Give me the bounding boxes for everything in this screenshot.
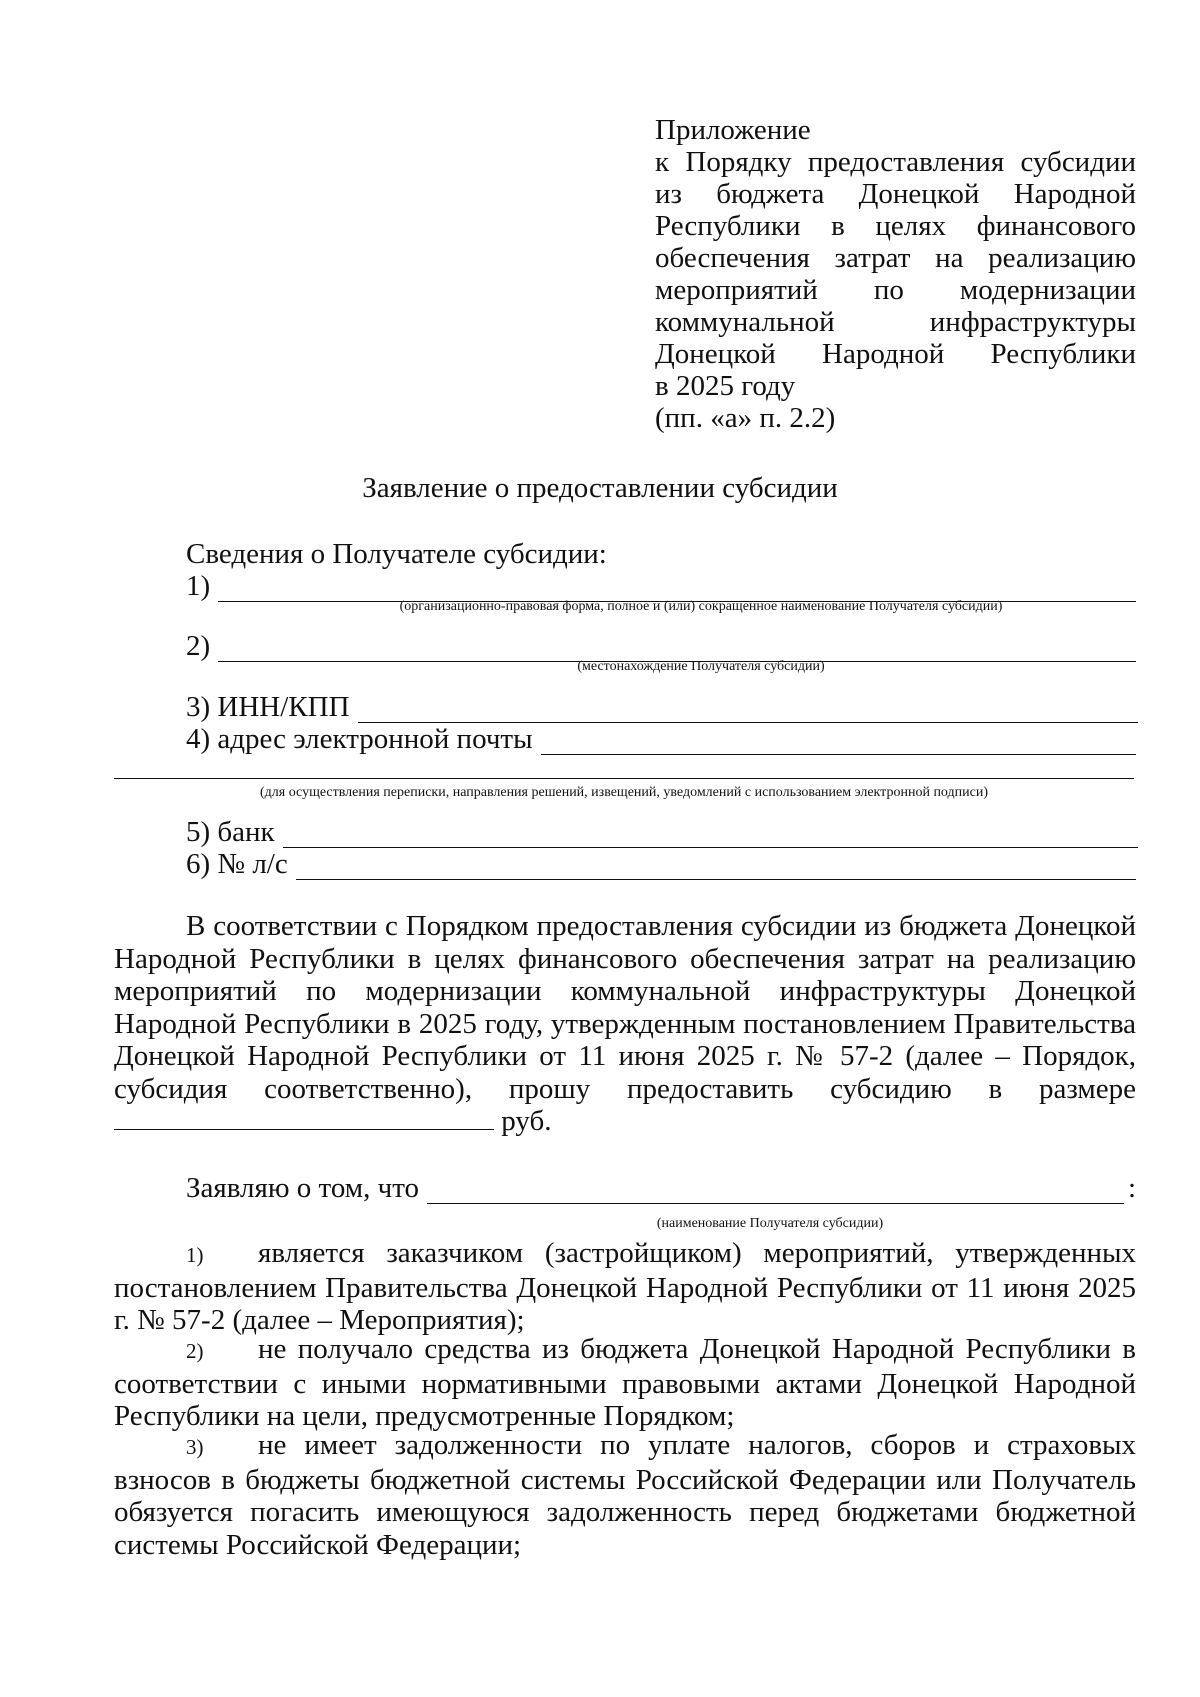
field-label: 6) № л/с <box>186 848 288 880</box>
declaration-colon: : <box>1127 1172 1136 1204</box>
account-field[interactable] <box>186 848 1136 880</box>
appendix-line: из бюджета Донецкой Народной <box>655 178 1136 210</box>
request-text: В соответствии с Порядком предоставления субсидии из бюджета Донецкой Народной Республики в целях финансового обеспечения затрат на реализацию мероприятий по модернизации коммунальной инфраструктуры Донецкой Народной Республики в 2025 году, утвержденным постановлением Правительства Донецкой Народной Республики от 11 июня 2025 г. № 57-2 (далее – Порядок, субсидия соответственно), прошу предоставить субсидию в размере <box>114 910 1136 1105</box>
declaration-lead: Заявляю о том, что <box>186 1172 419 1204</box>
item-number: 3) <box>186 1435 204 1459</box>
blank-line[interactable] <box>541 728 1136 755</box>
appendix-line: к Порядку предоставления субсидии <box>655 146 1136 178</box>
email-field[interactable] <box>186 723 1136 755</box>
appendix-line: мероприятий по модернизации <box>655 274 1136 306</box>
appendix-line: в 2025 году <box>655 370 796 402</box>
declaration-item <box>114 1429 1136 1561</box>
appendix-line: Республики в целях финансового <box>655 210 1136 242</box>
field-label: 3) ИНН/КПП <box>186 691 350 723</box>
inn-kpp-field[interactable] <box>186 691 1138 723</box>
appendix-line: (пп. «а» п. 2.2) <box>655 402 836 434</box>
item-text: не получало средства из бюджета Донецкой Народной Республики в соответствии с иными нормативными правовыми актами Донецкой Народной Республики на цели, предусмотренные Порядком; <box>114 1333 1136 1432</box>
appendix-line: Донецкой Народной Республики <box>655 338 1136 370</box>
amount-blank[interactable] <box>114 1107 494 1130</box>
item-number: 2) <box>186 1339 204 1363</box>
recipient-heading: Сведения о Получателе субсидии: <box>186 538 607 570</box>
item-text: является заказчиком (застройщиком) мероприятий, утвержденных постановлением Правительства Донецкой Народной Республики от 11 июня 2025 г. № 57-2 (далее – Мероприятия); <box>114 1237 1136 1336</box>
blank-line[interactable] <box>218 635 1136 662</box>
blank-line[interactable] <box>427 1177 1124 1204</box>
field-hint: (местонахождение Получателя субсидии) <box>577 659 825 674</box>
appendix-line: коммунальной инфраструктуры <box>655 306 1136 338</box>
field-hint: (наименование Получателя субсидии) <box>656 1216 884 1231</box>
recipient-name-field[interactable] <box>186 570 1136 602</box>
blank-line[interactable] <box>358 696 1138 723</box>
appendix-block <box>655 114 1136 434</box>
field-label: 4) адрес электронной почты <box>186 723 533 755</box>
declaration-item <box>114 1333 1136 1433</box>
appendix-line: Приложение <box>655 114 811 146</box>
declaration-item <box>114 1237 1136 1337</box>
request-paragraph <box>114 910 1136 1138</box>
blank-line[interactable] <box>283 821 1138 848</box>
document-title: Заявление о предоставлении субсидии <box>362 472 838 504</box>
appendix-line: обеспечения затрат на реализацию <box>655 242 1136 274</box>
field-hint: (для осуществления переписки, направления решений, извещений, уведомлений с использованием электронной подписи) <box>259 785 989 800</box>
declaration-field[interactable] <box>186 1172 1136 1204</box>
field-label: 1) <box>186 570 211 602</box>
blank-line[interactable] <box>296 853 1136 880</box>
item-text: не имеет задолженности по уплате налогов, сборов и страховых взносов в бюджеты бюджетной системы Российской Федерации или Получатель обязуется погасить имеющуюся задолженность перед бюджетами бюджетной системы Российской Федерации; <box>114 1429 1136 1561</box>
item-number: 1) <box>186 1243 204 1267</box>
recipient-location-field[interactable] <box>186 630 1136 662</box>
email-continuation-line[interactable] <box>114 778 1134 779</box>
blank-line[interactable] <box>218 575 1136 602</box>
bank-field[interactable] <box>186 816 1138 848</box>
field-hint: (организационно-правовая форма, полное и (или) сокращенное наименование Получателя субсидии) <box>399 599 1003 614</box>
field-label: 5) банк <box>186 816 275 848</box>
currency-label: руб. <box>501 1105 552 1137</box>
field-label: 2) <box>186 630 211 662</box>
